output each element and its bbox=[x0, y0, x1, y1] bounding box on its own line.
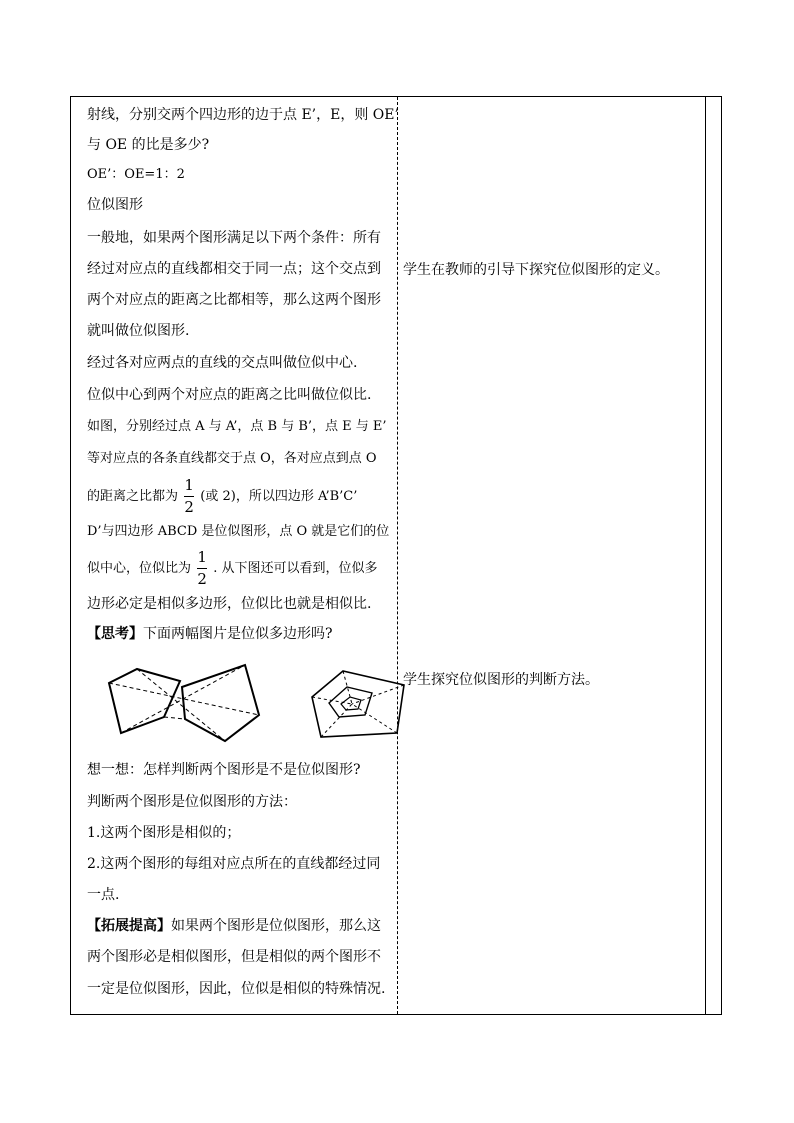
correspondence-line bbox=[121, 665, 245, 733]
column-divider-right bbox=[705, 97, 706, 1014]
text-line: OE’：OE=1：2 bbox=[87, 167, 185, 182]
text-line: 1.这两个图形是相似的； bbox=[87, 825, 241, 841]
text-line: 位似中心到两个对应点的距离之比叫做位似比. bbox=[87, 387, 372, 403]
fraction-denominator: 2 bbox=[197, 570, 207, 588]
text-line: 经过各对应两点的直线的交点叫做位似中心. bbox=[87, 355, 358, 371]
think-prompt bbox=[87, 624, 333, 644]
nested-pentagon-figure bbox=[312, 671, 404, 737]
outer-pentagon bbox=[312, 671, 404, 737]
fraction-numerator: 1 bbox=[197, 548, 207, 566]
text-line: 两个图形必是相似图形，但是相似的两个图形不 bbox=[87, 949, 381, 965]
text-line: 边形必定是相似多边形，位似比也就是相似比. bbox=[87, 596, 372, 612]
fraction-numerator: 1 bbox=[184, 476, 194, 494]
text-line: 2.这两个图形的每组对应点所在的直线都经过同 bbox=[87, 856, 381, 872]
correspondence-line bbox=[164, 717, 185, 719]
section-title: 位似图形 bbox=[87, 197, 143, 213]
think-tag: 【思考】 bbox=[87, 626, 143, 642]
text-segment: 似中心，位似比为 bbox=[87, 561, 192, 576]
text-segment: . 从下图还可以看到，位似多 bbox=[213, 561, 378, 576]
text-line: 与 OE 的比是多少? bbox=[87, 137, 210, 153]
small-pentagon bbox=[109, 669, 180, 733]
extension-text: 如果两个图形是位似图形，那么这 bbox=[171, 918, 381, 934]
ray-line bbox=[321, 704, 352, 737]
inner-pentagon bbox=[341, 697, 361, 710]
text-line: 如图，分别经过点 A 与 A’，点 B 与 B’，点 E 与 E’ bbox=[87, 419, 387, 434]
text-line-with-fraction bbox=[87, 549, 378, 589]
ray-line bbox=[352, 685, 404, 704]
text-line: 等对应点的各条直线都交于点 O，各对应点到点 O bbox=[87, 451, 377, 466]
text-line: 两个对应点的距离之比都相等，那么这两个图形 bbox=[87, 292, 381, 308]
fraction-one-half bbox=[184, 478, 194, 515]
text-segment: (或 2)，所以四边形 A’B’C’ bbox=[200, 489, 358, 504]
lesson-table bbox=[70, 96, 722, 1015]
extension-tag: 【拓展提高】 bbox=[87, 918, 171, 934]
column-divider-dashed bbox=[397, 97, 398, 1014]
text-segment: 的距离之比都为 bbox=[87, 489, 179, 504]
homothety-figures bbox=[107, 663, 407, 747]
text-line: 判断两个图形是位似图形的方法： bbox=[87, 794, 297, 810]
text-line: 想一想：怎样判断两个图形是不是位似图形? bbox=[87, 762, 361, 778]
text-line: 一定是位似图形，因此，位似是相似的特殊情况. bbox=[87, 981, 386, 997]
extension-prompt bbox=[87, 916, 381, 936]
fraction-denominator: 2 bbox=[184, 498, 194, 516]
text-line: 射线，分别交两个四边形的边于点 E’，E，则 OE’ bbox=[87, 107, 399, 123]
fraction-bar bbox=[197, 568, 207, 569]
fraction-bar bbox=[184, 496, 194, 497]
text-line: 就叫做位似图形. bbox=[87, 323, 190, 339]
fraction-one-half bbox=[197, 550, 207, 587]
large-pentagon bbox=[182, 665, 259, 741]
pentagon-pair-figure bbox=[109, 665, 259, 741]
text-line-with-fraction bbox=[87, 477, 357, 517]
text-line: D’与四边形 ABCD 是位似图形，点 O 就是它们的位 bbox=[87, 524, 390, 539]
student-activity-note: 学生探究位似图形的判断方法。 bbox=[403, 672, 599, 688]
think-text: 下面两幅图片是位似多边形吗? bbox=[143, 626, 333, 642]
text-line: 经过对应点的直线都相交于同一点；这个交点到 bbox=[87, 261, 381, 277]
text-line: 一点. bbox=[87, 887, 120, 903]
text-line: 一般地，如果两个图形满足以下两个条件：所有 bbox=[87, 230, 381, 246]
student-activity-note: 学生在教师的引导下探究位似图形的定义。 bbox=[403, 262, 669, 278]
nested-pentagon-dashed-lines bbox=[312, 671, 404, 737]
